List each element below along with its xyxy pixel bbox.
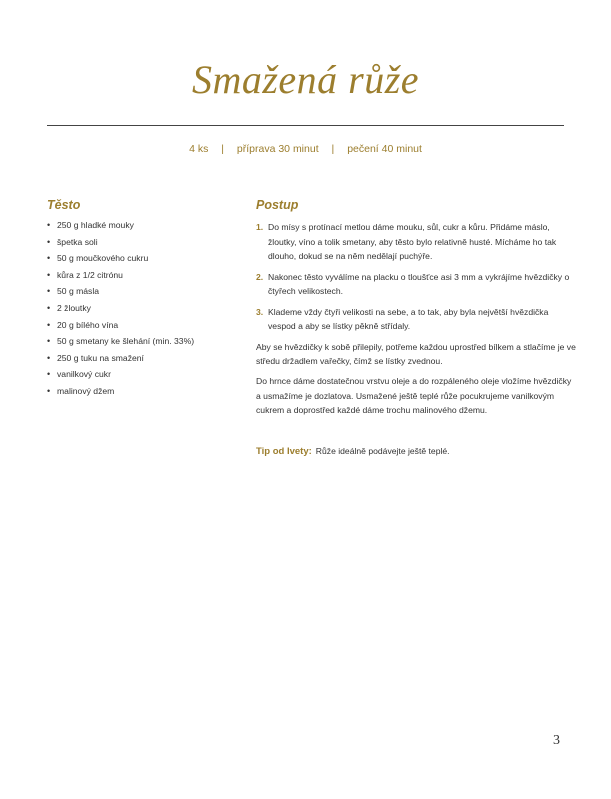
- method-section: [256, 198, 576, 459]
- ingredient-item: • 250 g hladké mouky: [47, 220, 134, 230]
- meta-prep: příprava 30 minut: [236, 143, 319, 155]
- tip-text: Růže ideálně podávejte ještě teplé.: [315, 445, 450, 456]
- step-number: 3.: [256, 306, 264, 317]
- ingredient-item: • 2 žloutky: [47, 302, 91, 313]
- meta-yield: 4 ks: [189, 143, 209, 155]
- meta-bake: pečení 40 minut: [347, 143, 422, 155]
- ingredient-item: • 20 g bílého vína: [47, 319, 119, 330]
- method-paragraph: Do hrnce dáme dostatečnou vrstvu oleje a do rozpáleného oleje vložíme hvězdičky a usmažíme je dozlatova. Usmažené ještě teplé růže pocukrujeme vanilkovým cukrem a doprostřed každé dáme trochu malinového džemu.: [256, 376, 572, 415]
- ingredients-heading: Těsto: [47, 198, 81, 212]
- ingredients-list: [47, 220, 237, 397]
- step-text: Nakonec těsto vyválíme na placku o tloušťce asi 3 mm a vykrájíme hvězdičky o čtyřech velikostech.: [268, 271, 570, 296]
- meta-separator: |: [221, 143, 224, 155]
- ingredient-item: • špetka soli: [47, 236, 98, 247]
- ingredient-item: • 250 g tuku na smažení: [47, 352, 144, 363]
- method-paragraph: Aby se hvězdičky k sobě přilepily, potřeme každou uprostřed bílkem a stlačíme je ve středu držadlem vařečky, čímž se lístky zvednou.: [256, 341, 576, 366]
- ingredient-item: • 50 g másla: [47, 286, 100, 297]
- ingredient-item: • 50 g moučkového cukru: [47, 253, 149, 264]
- tip-box: [256, 444, 576, 459]
- method-steps: [256, 220, 576, 334]
- step-number: 2.: [256, 271, 264, 282]
- step-text: Klademe vždy čtyři velikosti na sebe, a to tak, aby byla největší hvězdička vespod a aby se lístky pěkně střídaly.: [268, 306, 549, 331]
- ingredients-section: [47, 198, 237, 403]
- recipe-meta: [0, 143, 611, 155]
- step-text: Do mísy s protínací metlou dáme mouku, sůl, cukr a kůru. Přidáme máslo, žloutky, víno a tolik smetany, aby těsto bylo relativně husté. Mícháme ho tak dlouho, dokud se na něm nedělají puchýře.: [268, 222, 557, 261]
- page-number: 3: [553, 733, 560, 748]
- title-divider: [47, 125, 564, 126]
- meta-separator: |: [331, 143, 335, 155]
- step-number: 1.: [256, 222, 264, 232]
- method-step: [256, 220, 576, 264]
- method-step: [256, 305, 576, 334]
- recipe-title: Smažená růže: [191, 57, 420, 102]
- ingredient-item: • malinový džem: [47, 385, 115, 396]
- method-heading: Postup: [256, 198, 299, 212]
- method-step: [256, 270, 576, 299]
- ingredient-item: • kůra z 1/2 citrónu: [47, 269, 123, 280]
- ingredient-item: • vanilkový cukr: [47, 369, 111, 380]
- ingredient-item: • 50 g smetany ke šlehání (min. 33%): [47, 336, 195, 347]
- tip-label: Tip od Ivety:: [256, 445, 312, 457]
